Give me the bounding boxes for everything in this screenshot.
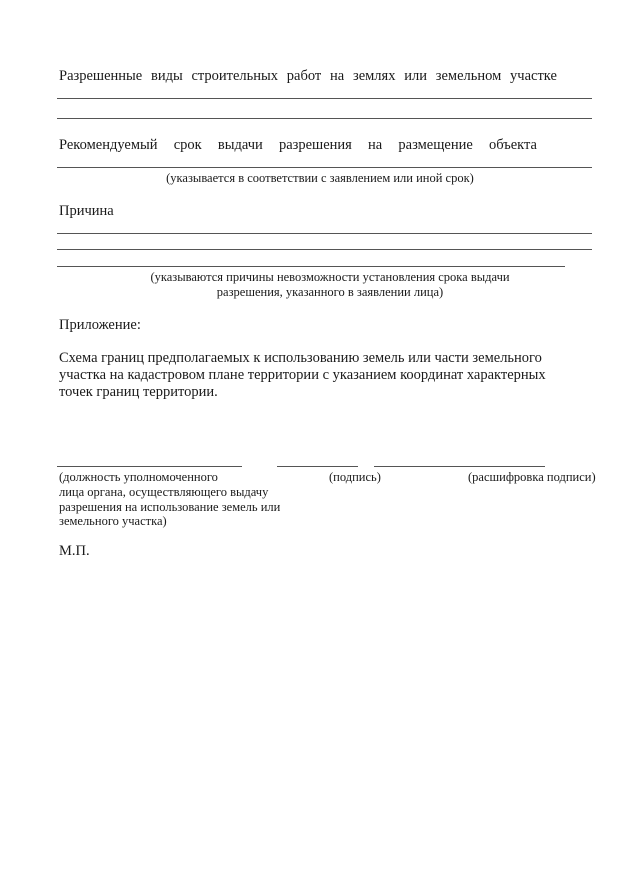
term-label-word: размещение: [398, 137, 473, 153]
reason-label: Причина: [59, 203, 114, 219]
signature-decode-label: (расшифровка подписи): [468, 470, 596, 484]
work-types-label: [59, 67, 557, 85]
term-line: [57, 167, 592, 168]
attachment-text-line-3: точек границ территории.: [59, 384, 218, 400]
work-types-label-word: работ: [286, 68, 322, 84]
reason-line-3: [57, 266, 565, 267]
work-types-label-word: виды: [150, 68, 183, 84]
reason-line-2: [57, 249, 592, 250]
signature-sign-line: [277, 466, 358, 467]
work-types-line-1: [57, 98, 592, 99]
attachment-label: Приложение:: [59, 317, 141, 333]
term-label: [59, 136, 537, 154]
attachment-text-line-1: Схема границ предполагаемых к использованию земель или части земельного: [59, 350, 542, 366]
signature-position-line: [57, 466, 242, 467]
term-label-word: разрешения: [278, 137, 352, 153]
reason-line-1: [57, 233, 592, 234]
work-types-label-word: земельном: [435, 68, 502, 84]
term-label-word: срок: [173, 137, 202, 153]
work-types-line-2: [57, 118, 592, 119]
term-label-word: выдачи: [217, 137, 263, 153]
stamp-label: М.П.: [59, 543, 90, 559]
work-types-label-word: строительных: [191, 68, 279, 84]
signature-position-line-3: разрешения на использование земель или: [59, 500, 281, 514]
work-types-label-word: или: [404, 68, 427, 84]
reason-hint-line-1: (указываются причины невозможности установления срока выдачи: [150, 270, 510, 284]
signature-position-line-2: лица органа, осуществляющего выдачу: [59, 485, 269, 499]
term-label-word: на: [368, 137, 383, 153]
signature-position-line-4: земельного участка): [59, 514, 167, 528]
signature-sign-label: (подпись): [329, 470, 381, 484]
work-types-label-word: участке: [510, 68, 557, 84]
work-types-label-word: на: [330, 68, 345, 84]
signature-decode-line: [374, 466, 545, 467]
work-types-label-word: Разрешенные: [59, 68, 143, 84]
attachment-text-line-2: участка на кадастровом плане территории с указанием координат характерных: [59, 367, 546, 383]
work-types-label-word: землях: [352, 68, 396, 84]
reason-hint-line-2: разрешения, указанного в заявлении лица): [216, 285, 444, 299]
signature-position-line-1: (должность уполномоченного: [59, 470, 218, 484]
term-hint: (указывается в соответствии с заявлением или иной срок): [166, 171, 474, 185]
term-label-word: объекта: [488, 137, 537, 153]
term-label-word: Рекомендуемый: [59, 137, 158, 153]
